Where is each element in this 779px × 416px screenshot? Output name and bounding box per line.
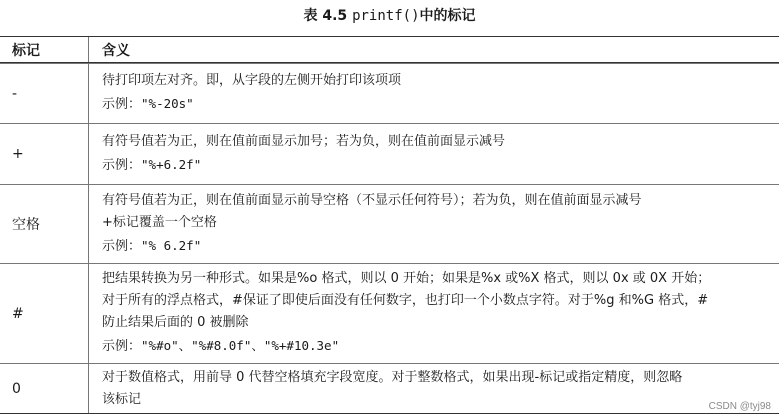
table-row [0, 263, 779, 363]
example-code: "% 6.2f" [141, 237, 202, 253]
meaning-line: 待打印项左对齐。即，从字段的左侧开始打印该项项 [102, 73, 402, 88]
watermark: CSDN @tyj98 [708, 401, 771, 412]
meaning-line: 有符号值若为正，则在值前面显示前导空格（不显示任何符号）；若为负，则在值前面显示减号 [102, 192, 642, 208]
meaning-cell [88, 64, 779, 123]
example-line [102, 234, 773, 259]
example-code: "%+6.2f" [141, 156, 202, 172]
table-row [0, 363, 779, 413]
flag-cell: 空格 [12, 217, 40, 233]
table-header-row [0, 37, 779, 63]
flag-cell: + [12, 146, 24, 162]
example-code: "%-20s" [141, 96, 194, 111]
meaning-cell [88, 124, 779, 184]
meaning-line: 该标记 [102, 391, 142, 407]
caption-suffix: 中的标记 [419, 8, 476, 24]
flag-cell: - [12, 85, 18, 102]
header-flag: 标记 [12, 42, 40, 59]
meaning-line: 有符号值若为正，则在值前面显示加号；若为负，则在值前面显示减号 [102, 133, 506, 149]
printf-flags-table [0, 36, 779, 414]
meaning-line: 防止结果后面的 0 被删除 [102, 315, 249, 330]
meaning-cell [88, 264, 779, 363]
meaning-line: 对于所有的浮点格式，#保证了即使后面没有任何数字，也打印一个小数点字符。对于%g 和%G 格式，# [102, 293, 709, 308]
example-label: 示例： [102, 157, 142, 173]
example-label: 示例： [102, 238, 142, 254]
meaning-line: 把结果转换为另一种形式。如果是%o 格式，则以 0 开始；如果是%x 或%X 格式，则以 0x 或 0X 开始； [102, 271, 711, 286]
flag-cell: 0 [12, 380, 21, 397]
meaning-cell [88, 364, 779, 413]
flag-cell: # [12, 305, 24, 322]
table-caption [0, 6, 779, 26]
caption-prefix: 表 4.5 [303, 8, 348, 24]
caption-code: printf() [352, 8, 420, 24]
example-label: 示例： [102, 97, 142, 112]
example-label: 示例： [102, 339, 142, 354]
meaning-cell [88, 185, 779, 263]
table-row [0, 184, 779, 263]
table-row [0, 123, 779, 184]
example-line [102, 92, 773, 117]
table-row [0, 63, 779, 123]
example-line [102, 153, 773, 178]
meaning-line: +标记覆盖一个空格 [102, 214, 217, 230]
header-meaning: 含义 [88, 37, 779, 62]
example-line [102, 334, 773, 359]
meaning-line: 对于数值格式，用前导 0 代替空格填充字段宽度。对于整数格式，如果出现-标记或指定精度，则忽略 [102, 369, 683, 385]
example-code: "%#o"、"%#8.0f"、"%+#10.3e" [141, 338, 340, 353]
